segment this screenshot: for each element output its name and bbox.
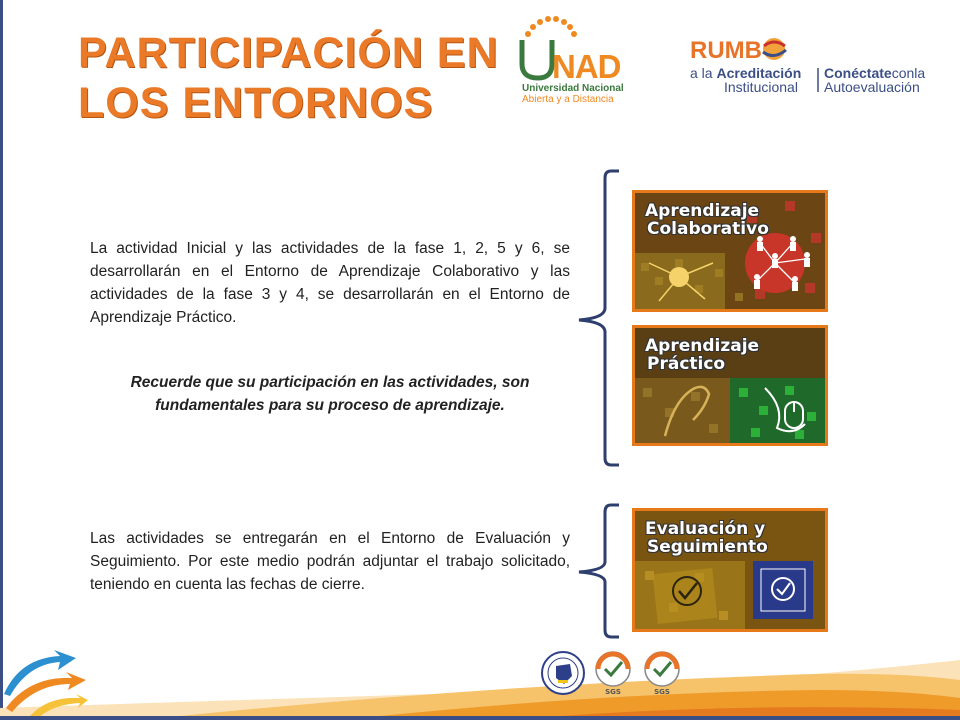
rumbo-line1-prefix: a la — [690, 65, 717, 81]
card-practico-line2: Práctico — [647, 354, 726, 374]
sgs-certification-badge-icon — [592, 650, 634, 696]
card-practico-line1: Aprendizaje — [645, 336, 760, 356]
reminder-text: Recuerde que su participación en las actividades, son fundamentales para su proceso de aprendizaje. — [130, 374, 530, 414]
delivery-paragraph: Las actividades se entregarán en el Entorno de Evaluación y Seguimiento. Por este medio podrán adjuntar el trabajo solicitado, teniendo en cuenta las fechas de cierre. — [90, 530, 570, 593]
sgs-label-1: SGS — [605, 688, 621, 696]
card-colaborativo-label — [645, 202, 769, 238]
card-evaluacion-label — [645, 520, 768, 556]
unad-logo — [518, 14, 640, 104]
unad-name-line2: Abierta y a Distancia — [522, 94, 614, 104]
card-evaluacion-line2: Seguimiento — [647, 537, 768, 557]
card-evaluacion-seguimiento[interactable] — [632, 508, 828, 632]
title-line-1: PARTICIPACIÓN EN — [78, 29, 499, 77]
rumbo-right-rest: conla — [891, 65, 926, 81]
sgs-certification-badge-2-icon — [641, 650, 683, 696]
svg-text:NAD: NAD — [552, 48, 621, 85]
unad-dots-icon — [525, 16, 577, 37]
activities-paragraph: La actividad Inicial y las actividades de la fase 1, 2, 5 y 6, se desarrollarán en el Entorno de Aprendizaje Colaborativo y las actividades de la fase 3 y 4, se desarrollarán en el Entorno de Aprendizaje Práctico. — [90, 240, 570, 326]
footer-swoosh-decoration — [0, 620, 960, 716]
bottom-accent-bar — [0, 716, 960, 720]
card-aprendizaje-colaborativo[interactable] — [632, 190, 828, 312]
rumbo-line1-bold: Acreditación — [716, 65, 802, 81]
rumbo-right-line2: Autoevaluación — [824, 79, 920, 95]
card-practico-label — [645, 337, 759, 373]
rumbo-acreditacion-logo — [690, 34, 950, 104]
slide-title — [78, 28, 499, 128]
rumbo-wordmark: RUMB — [690, 37, 762, 64]
brace-top — [575, 168, 625, 468]
left-accent-bar — [0, 0, 3, 720]
title-line-2: LOS ENTORNOS — [78, 79, 434, 127]
rumbo-right-bold: Conéctate — [824, 65, 892, 81]
unad-name-line1: Universidad Nacional — [522, 83, 624, 94]
card-evaluacion-line1: Evaluación y — [645, 519, 766, 539]
sgs-label-2: SGS — [654, 688, 670, 696]
arrow-logo-icon — [0, 648, 90, 718]
globe-icon — [763, 38, 786, 60]
colombia-certification-badge-icon — [540, 650, 586, 696]
card-colaborativo-line1: Aprendizaje — [645, 201, 760, 221]
card-colaborativo-line2: Colaborativo — [647, 219, 769, 239]
rumbo-line2: Institucional — [724, 79, 798, 95]
card-aprendizaje-practico[interactable] — [632, 325, 828, 446]
